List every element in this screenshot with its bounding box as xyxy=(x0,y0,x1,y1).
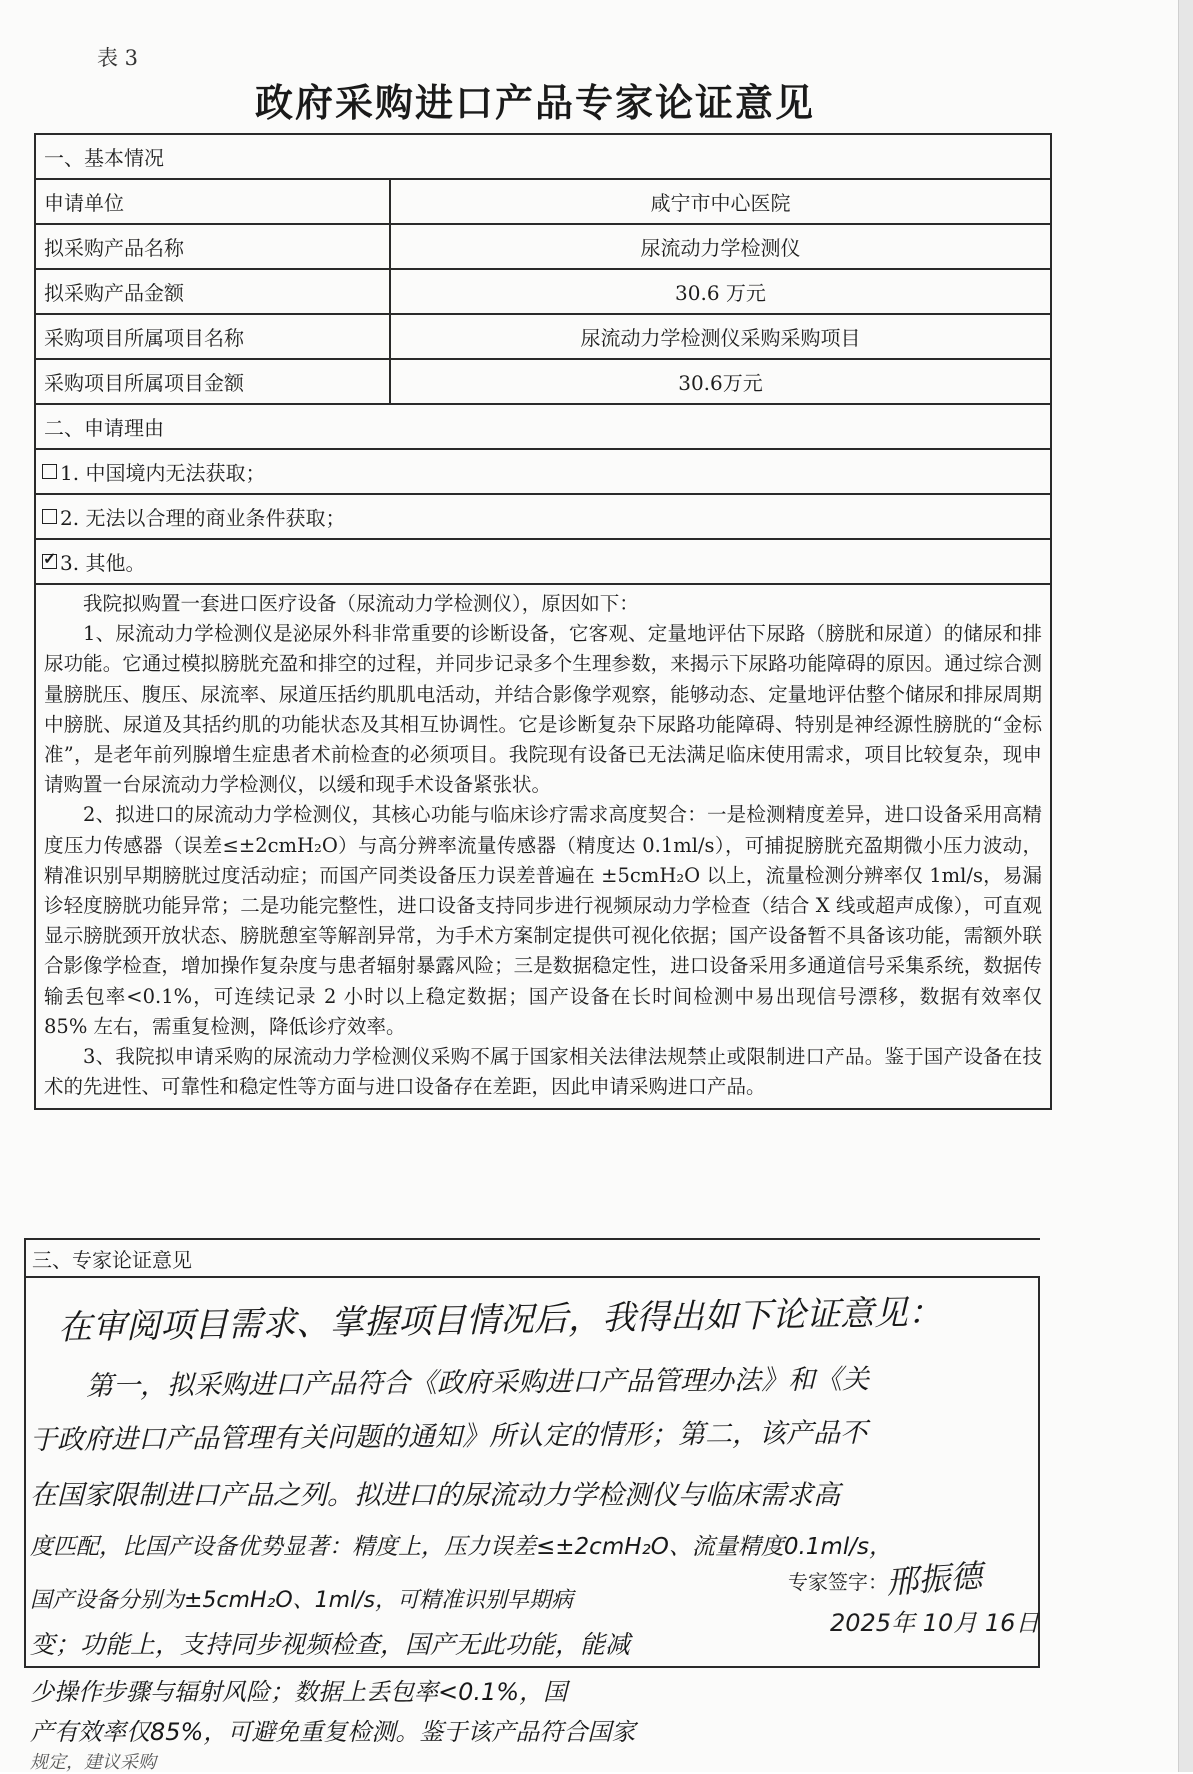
handwritten-line: 规定，建议采购 xyxy=(30,1752,156,1773)
document-title: 政府采购进口产品专家论证意见 xyxy=(254,80,815,125)
reason-text xyxy=(36,585,1050,1110)
table-row xyxy=(36,315,1050,360)
handwritten-line: 第一，拟采购进口产品符合《政府采购进口产品管理办法》和《关 xyxy=(85,1364,870,1402)
reason-option-3: ✓ 3. 其他。 xyxy=(36,540,1050,585)
table-row xyxy=(36,270,1050,315)
reason-option-1: 1. 中国境内无法获取； xyxy=(36,450,1050,495)
handwritten-line: 变；功能上，支持同步视频检查，国产无此功能，能减 xyxy=(30,1630,631,1659)
field-value: 尿流动力学检测仪 xyxy=(640,236,801,260)
table-label: 表 3 xyxy=(97,46,139,70)
handwritten-line: 国产设备分别为±5cmH₂O、1ml/s，可精准识别早期病 xyxy=(30,1588,574,1613)
reason-paragraph: 3、我院拟申请采购的尿流动力学检测仪采购不属于国家相关法律法规禁止或限制进口产品。鉴于国产设备在技术的先进性、可靠性和稳定性等方面与进口设备存在差距，因此申请采购进口产品。 xyxy=(44,1045,1042,1099)
checkbox-checked xyxy=(42,554,57,569)
field-value: 30.6 万元 xyxy=(675,281,766,305)
field-label: 采购项目所属项目金额 xyxy=(36,360,391,403)
table-row xyxy=(36,180,1050,225)
expert-signature: 邢振德 xyxy=(884,1556,984,1602)
signature-date: 2025年 10月 16日 xyxy=(830,1609,1040,1637)
section-basic-info: 一、基本情况 xyxy=(36,135,1050,180)
reason-option-2: 2. 无法以合理的商业条件获取； xyxy=(36,495,1050,540)
table-row xyxy=(36,225,1050,270)
field-value: 尿流动力学检测仪采购采购项目 xyxy=(580,326,861,350)
signature-label: 专家签字： xyxy=(788,1570,888,1594)
section-reason: 二、申请理由 xyxy=(36,405,1050,450)
field-value: 30.6万元 xyxy=(678,371,763,395)
field-label: 拟采购产品金额 xyxy=(36,270,391,313)
field-label: 采购项目所属项目名称 xyxy=(36,315,391,358)
form-table xyxy=(34,133,1052,1110)
page-edge xyxy=(1178,0,1193,1772)
field-label: 申请单位 xyxy=(36,180,391,223)
section-expert-opinion: 三、专家论证意见 xyxy=(24,1238,1040,1278)
handwritten-line: 于政府进口产品管理有关问题的通知》所认定的情形；第二，该产品不 xyxy=(29,1417,868,1456)
reason-paragraph: 2、拟进口的尿流动力学检测仪，其核心功能与临床诊疗需求高度契合：一是检测精度差异，进口设备采用高精度压力传感器（误差≤±2cmH₂O）与高分辨率流量传感器（精度达 0.1ml/s），可捕捉膀胱充盈期微小压力波动，精准识别早期膀胱过度活动症；而国产同类设备压力误差普遍在 ±5cmH₂O 以上，流量检测分辨率仅 1ml/s，易漏诊轻度膀胱功能异常；二是功能完整性，进口设备支持同步进行视频尿动力学检查（结合 X 线或超声成像），可直观显示膀胱颈开放状态、膀胱憩室等解剖异常，为手术方案制定提供可视化依据；国产设备暂不具备该功能，需额外联合影像学检查，增加操作复杂度与患者辐射暴露风险；三是数据稳定性，进口设备采用多通道信号采集系统，数据传输丢包率<0.1%，可连续记录 2 小时以上稳定数据；国产设备在长时间检测中易出现信号漂移，数据有效率仅 85% 左右，需重复检测，降低诊疗效率。 xyxy=(44,803,1042,1038)
field-label: 拟采购产品名称 xyxy=(36,225,391,268)
checkbox-unchecked xyxy=(42,464,57,479)
handwritten-line: 在审阅项目需求、掌握项目情况后，我得出如下论证意见： xyxy=(57,1292,943,1348)
table-row xyxy=(36,360,1050,405)
checkbox-unchecked xyxy=(42,509,57,524)
handwritten-line: 少操作步骤与辐射风险；数据上丢包率<0.1%，国 xyxy=(30,1678,568,1706)
reason-paragraph: 1、尿流动力学检测仪是泌尿外科非常重要的诊断设备，它客观、定量地评估下尿路（膀胱和尿道）的储尿和排尿功能。它通过模拟膀胱充盈和排空的过程，并同步记录多个生理参数，来揭示下尿路功能障碍的原因。通过综合测量膀胱压、腹压、尿流率、尿道压括约肌肌电活动，并结合影像学观察，能够动态、定量地评估整个储尿和排尿周期中膀胱、尿道及其括约肌的功能状态及其相互协调性。它是诊断复杂下尿路功能障碍、特别是神经源性膀胱的“金标准”，是老年前列腺增生症患者术前检查的必须项目。我院现有设备已无法满足临床使用需求，项目比较复杂，现申请购置一台尿流动力学检测仪，以缓和现手术设备紧张状。 xyxy=(44,622,1042,797)
handwritten-line: 在国家限制进口产品之列。拟进口的尿流动力学检测仪与临床需求高 xyxy=(30,1480,840,1511)
field-value: 咸宁市中心医院 xyxy=(650,191,791,215)
handwritten-line: 产有效率仅85%，可避免重复检测。鉴于该产品符合国家 xyxy=(30,1718,636,1746)
handwritten-line: 度匹配，比国产设备优势显著：精度上，压力误差≤±2cmH₂O、流量精度0.1ml/s， xyxy=(30,1534,892,1560)
reason-paragraph: 我院拟购置一套进口医疗设备（尿流动力学检测仪），原因如下： xyxy=(83,592,639,615)
